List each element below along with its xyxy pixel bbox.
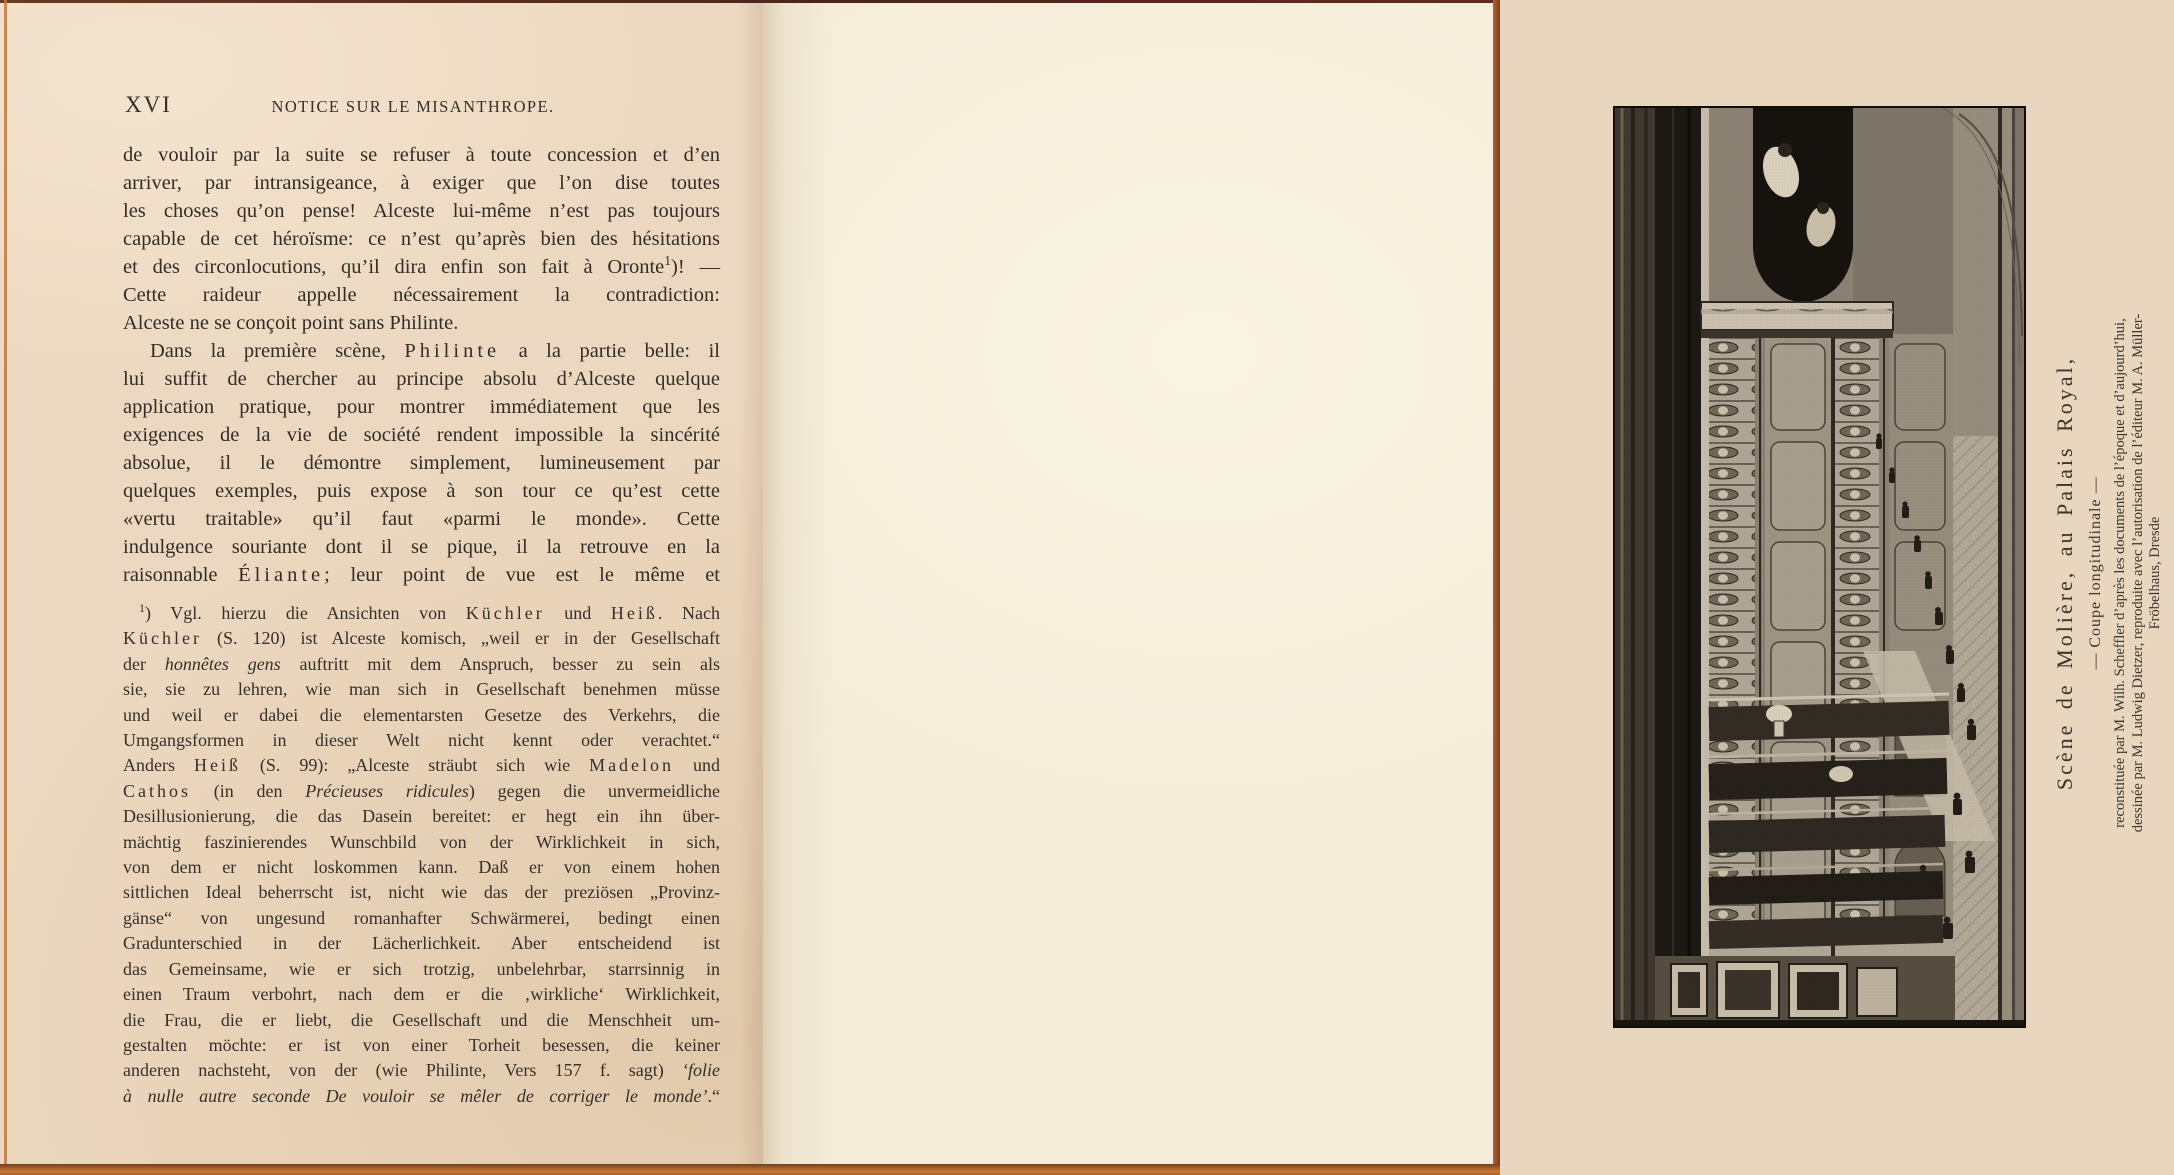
text-segment: Dans la première scène, bbox=[150, 340, 405, 362]
text-line: einen Traum verbohrt, nach dem er die ‚wirkliche‘ Wirklichkeit, bbox=[123, 984, 720, 1005]
text-line: gänse“ von ungesund romanhafter Schwärmerei, bedingt einen bbox=[123, 907, 720, 928]
text-line: absolue, il le démontre simplement, lumineusement par bbox=[123, 452, 720, 474]
text-segment: ; leur point de vue est le même et bbox=[324, 564, 720, 586]
paragraph bbox=[123, 141, 720, 337]
running-title: NOTICE SUR LE MISANTHROPE. bbox=[271, 97, 555, 116]
text-segment: a la partie belle: il bbox=[500, 340, 720, 362]
text-segment: und bbox=[674, 755, 720, 776]
text-line bbox=[123, 337, 720, 365]
text-segment: à nulle autre seconde De vouloir se mêler de corriger le monde’ bbox=[123, 1085, 708, 1106]
left-page bbox=[0, 0, 763, 1175]
caption-credit-3: Fröbelhaus, Dresde bbox=[2147, 516, 2163, 630]
text-line bbox=[123, 1058, 720, 1083]
text-segment: (in den bbox=[191, 780, 306, 801]
text-line: Gradunterschied in der Lächerlichkeit. Aber entscheidend ist bbox=[123, 933, 720, 954]
footnote-marker: 1 bbox=[664, 253, 672, 269]
text-segment: Éliante bbox=[238, 564, 325, 586]
text-segment: honnêtes gens bbox=[164, 653, 281, 674]
text-line bbox=[123, 1084, 720, 1109]
gutter-shadow bbox=[738, 0, 784, 1175]
text-segment: Précieuses ridicules bbox=[305, 780, 469, 801]
right-page bbox=[763, 0, 2163, 1175]
text-line: Cette raideur appelle nécessairement la contradiction: bbox=[123, 284, 720, 306]
text-line: application pratique, pour montrer immédiatement que les bbox=[123, 396, 720, 418]
footnote bbox=[123, 601, 720, 1109]
text-segment: der bbox=[123, 653, 165, 674]
footnote-marker: 1 bbox=[139, 601, 145, 615]
text-segment: Küchler bbox=[123, 628, 202, 649]
text-segment: (S. 120) ist Alceste komisch, „weil er in der Gesellschaft bbox=[201, 628, 720, 649]
text-line: das Gemeinsame, wie er sich trotzig, unbelehrbar, starrsinnig in bbox=[123, 958, 720, 979]
text-line: arriver, par intransigeance, à exiger que l’on dise toutes bbox=[123, 172, 720, 194]
text-segment: )! — bbox=[671, 256, 720, 278]
text-line bbox=[123, 253, 720, 281]
text-line: exigences de la vie de société rendent impossible la sincérité bbox=[123, 424, 720, 446]
caption-subtitle: — Coupe longitudinale — bbox=[2087, 476, 2104, 670]
text-line bbox=[123, 652, 720, 677]
scan-edge-right bbox=[1493, 0, 1500, 1175]
text-segment: auftritt mit dem Anspruch, besser zu sein als bbox=[280, 653, 720, 674]
text-line: lui suffit de chercher au principe absolu d’Alceste quelque bbox=[123, 368, 720, 390]
text-line: les choses qu’on pense! Alceste lui-même n’est pas toujours bbox=[123, 200, 720, 222]
plate-caption bbox=[2052, 233, 2174, 913]
text-line: capable de cet héroïsme: ce n’est qu’après bien des hésitations bbox=[123, 228, 720, 250]
text-line: mächtig faszinierendes Wunschbild von der Wirklichkeit in sich, bbox=[123, 831, 720, 852]
text-segment: . Nach bbox=[657, 603, 721, 623]
scan-edge-bottom bbox=[0, 1164, 1500, 1175]
text-line bbox=[123, 601, 720, 626]
text-line bbox=[123, 561, 720, 589]
text-line: Alceste ne se conçoit point sans Philinte. bbox=[123, 312, 459, 334]
text-line: die Frau, die er liebt, die Gesellschaft und die Menschheit um- bbox=[123, 1009, 720, 1030]
text-segment: Madelon bbox=[589, 755, 675, 776]
text-line: und weil er dabei die elementarsten Gesetze des Verkehrs, die bbox=[123, 704, 720, 725]
text-segment: (S. 99): „Alceste sträubt sich wie bbox=[240, 755, 590, 776]
text-segment: et des circonlocutions, qu’il dira enfin son fait à Oronte bbox=[123, 256, 665, 278]
text-segment: Heiß bbox=[193, 755, 241, 776]
text-segment: ) Vgl. hierzu die Ansichten von bbox=[144, 603, 466, 623]
text-segment: .“ bbox=[707, 1085, 720, 1106]
text-segment: Philinte bbox=[404, 340, 501, 362]
page-number: XVI bbox=[125, 92, 172, 117]
body-text bbox=[123, 141, 720, 589]
text-line: indulgence souriante dont il se pique, il la retrouve en la bbox=[123, 536, 720, 558]
text-segment: ) gegen die unvermeidliche bbox=[468, 780, 721, 801]
text-line bbox=[123, 779, 720, 804]
text-line: de vouloir par la suite se refuser à toute concession et d’en bbox=[123, 144, 720, 166]
text-line: sittlichen Ideal beherrscht ist, nicht wie das der preziösen „Provinz- bbox=[123, 882, 720, 903]
text-segment: Heiß bbox=[610, 603, 658, 623]
scan-edge-top bbox=[0, 0, 1500, 3]
plate-engraving bbox=[1613, 106, 2026, 1028]
plate-halftone bbox=[1613, 106, 2026, 1028]
text-line bbox=[123, 753, 720, 778]
text-segment: Cathos bbox=[123, 780, 192, 801]
text-line: von dem er nicht loskommen kann. Daß er von einem hohen bbox=[123, 857, 720, 878]
text-segment: Anders bbox=[123, 755, 194, 776]
text-line: Umgangsformen in dieser Welt nicht kennt oder verachtet.“ bbox=[123, 730, 720, 751]
caption-credit-1: reconstituée par M. Wilh. Scheffler d’après les documents de l’époque et d’aujourd’hui, bbox=[2112, 318, 2128, 828]
text-line bbox=[123, 626, 720, 651]
caption-credit-2: dessinée par M. Ludwig Dietzer, reproduite avec l’autorisation de l’éditeur M. A. Müller- bbox=[2129, 313, 2146, 833]
text-segment: Küchler bbox=[465, 603, 545, 623]
text-line: gestalten möchte: er ist von einer Torheit besessen, die keiner bbox=[123, 1034, 720, 1055]
text-segment: raisonnable bbox=[123, 564, 239, 586]
caption-title: Scène de Molière, au Palais Royal, bbox=[2052, 355, 2077, 791]
text-segment: anderen nachsteht, von der (wie Philinte, Vers 157 f. sagt) bbox=[123, 1060, 682, 1081]
text-segment: ‘folie bbox=[682, 1060, 720, 1081]
text-line: Desillusionierung, die das Dasein bereitet: er hegt ein ihn über- bbox=[123, 806, 720, 827]
scan-edge-left bbox=[4, 0, 7, 1175]
text-segment: und bbox=[544, 603, 611, 623]
text-line: «vertu traitable» qu’il faut «parmi le monde». Cette bbox=[123, 508, 720, 530]
text-line: sie, sie zu lehren, wie man sich in Gesellschaft benehmen müsse bbox=[123, 679, 720, 700]
text-line: quelques exemples, puis expose à son tour ce qu’est cette bbox=[123, 480, 720, 502]
paragraph bbox=[123, 337, 720, 589]
